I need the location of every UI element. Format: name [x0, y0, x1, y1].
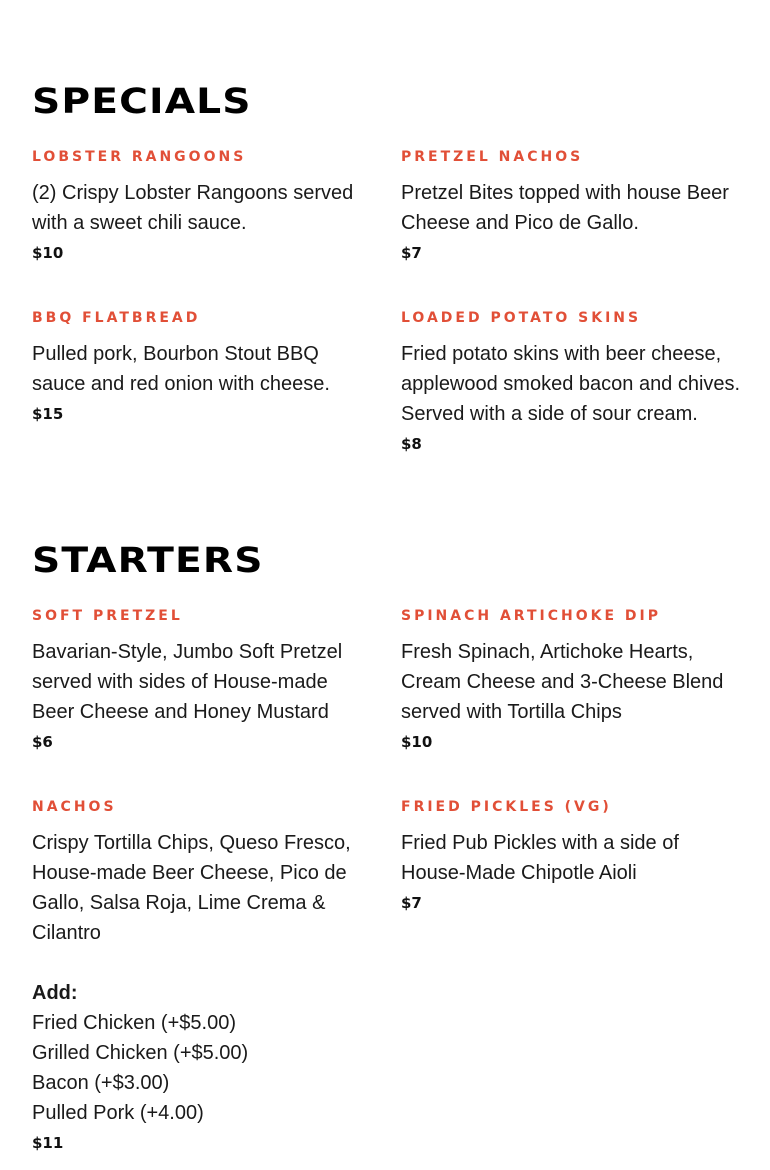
menu-item-spinach-artichoke-dip [401, 607, 741, 751]
add-on-item: Bacon (+$3.00) [32, 1072, 170, 1094]
section-title-specials: SPECIALS [32, 82, 252, 122]
menu-item-price: $15 [32, 405, 64, 423]
menu-item-pretzel-nachos [401, 148, 741, 262]
menu-item-description: Fried Pub Pickles with a side of House-Made Chipotle Aioli [401, 832, 679, 884]
menu-item-price: $6 [32, 733, 53, 751]
menu-item-name: PRETZEL NACHOS [401, 149, 584, 165]
menu-item-nachos [32, 798, 372, 1152]
add-on-item: Fried Chicken (+$5.00) [32, 1012, 236, 1034]
menu-item-fried-pickles [401, 798, 741, 912]
menu-item-price: $8 [401, 435, 422, 453]
menu-item-description: (2) Crispy Lobster Rangoons served with a sweet chili sauce. [32, 182, 354, 234]
menu-item-name: LOBSTER RANGOONS [32, 149, 247, 165]
add-on-item: Pulled Pork (+4.00) [32, 1102, 204, 1124]
menu-item-name: BBQ FLATBREAD [32, 310, 201, 326]
menu-item-lobster-rangoons [32, 148, 372, 262]
menu-item-name: FRIED PICKLES (VG) [401, 799, 612, 815]
add-on-item: Grilled Chicken (+$5.00) [32, 1042, 249, 1064]
menu-item-name: NACHOS [32, 799, 117, 815]
menu-item-name: LOADED POTATO SKINS [401, 310, 642, 326]
menu-item-name: SOFT PRETZEL [32, 608, 183, 624]
menu-item-description: Crispy Tortilla Chips, Queso Fresco, House-made Beer Cheese, Pico de Gallo, Salsa Roja, Lime Crema & Cilantro [32, 832, 351, 944]
menu-item-soft-pretzel [32, 607, 372, 751]
menu-item-price: $10 [401, 733, 433, 751]
add-ons-list [32, 978, 372, 1128]
menu-item-description: Pulled pork, Bourbon Stout BBQ sauce and red onion with cheese. [32, 343, 330, 395]
menu-item-description: Bavarian-Style, Jumbo Soft Pretzel served with sides of House-made Beer Cheese and Honey Mustard [32, 641, 343, 723]
menu-item-description: Fried potato skins with beer cheese, applewood smoked bacon and chives. Served with a side of sour cream. [401, 343, 741, 425]
menu-item-bbq-flatbread [32, 309, 372, 423]
menu-item-price: $7 [401, 244, 422, 262]
section-title-starters: STARTERS [32, 541, 264, 581]
add-ons-label: Add: [32, 982, 78, 1004]
menu-item-loaded-potato-skins [401, 309, 741, 453]
menu-item-description: Pretzel Bites topped with house Beer Cheese and Pico de Gallo. [401, 182, 729, 234]
menu-item-price: $11 [32, 1134, 64, 1152]
menu-item-price: $7 [401, 894, 422, 912]
menu-item-name: SPINACH ARTICHOKE DIP [401, 608, 661, 624]
menu-item-description: Fresh Spinach, Artichoke Hearts, Cream Cheese and 3-Cheese Blend served with Tortilla Chips [401, 641, 724, 723]
menu-item-price: $10 [32, 244, 64, 262]
